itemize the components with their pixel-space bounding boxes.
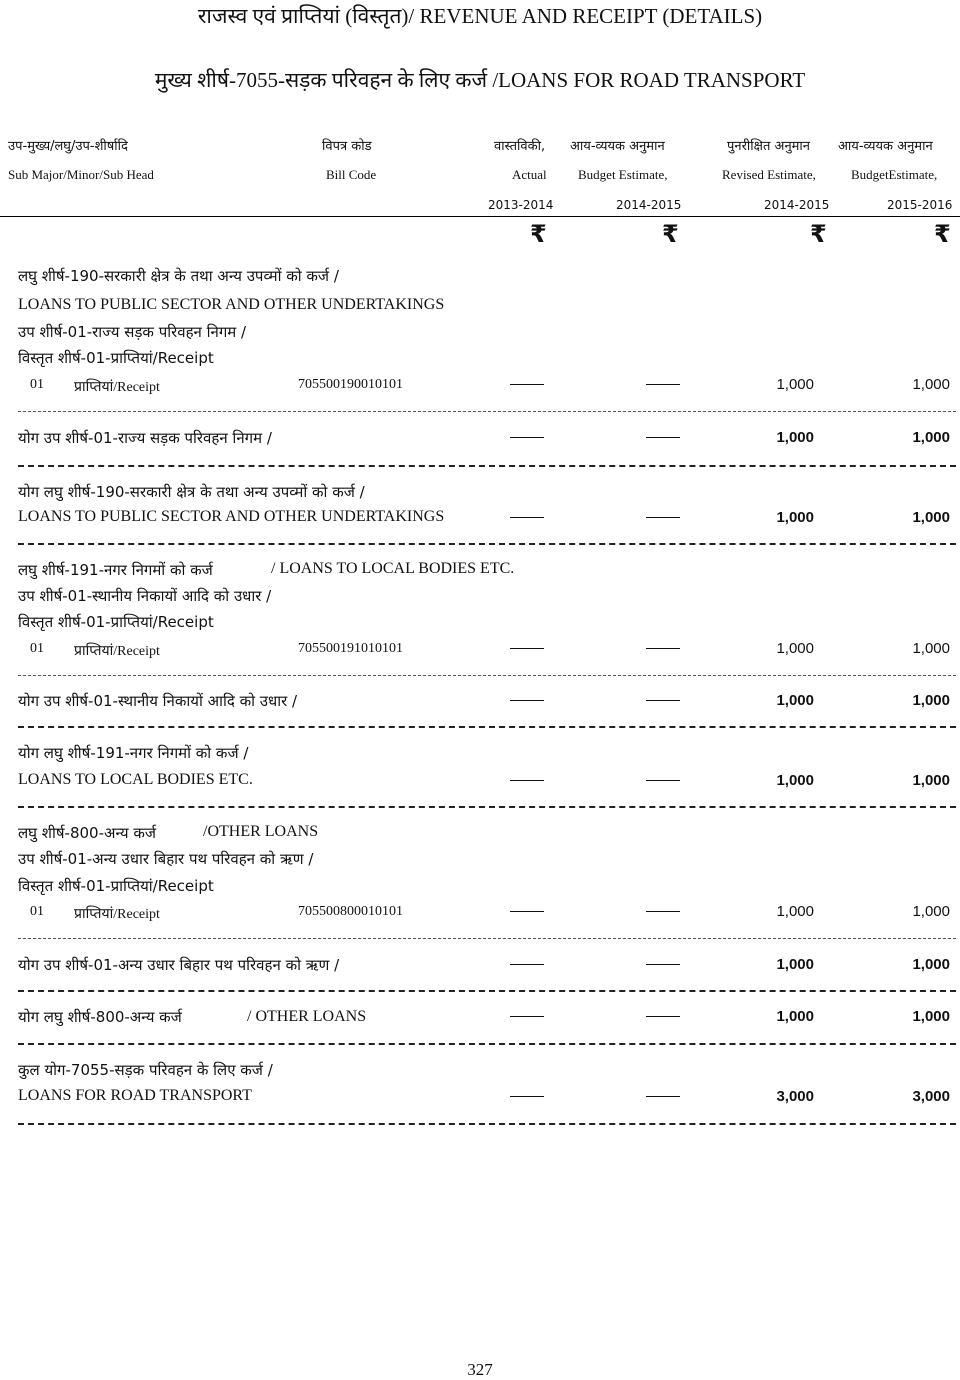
col-revised-year: 2014-2015: [764, 198, 830, 212]
actual-nil-dash: [510, 700, 544, 701]
major-head-title: मुख्य शीर्ष-7055-सड़क परिवहन के लिए कर्ज /LOANS FOR ROAD TRANSPORT: [154, 68, 806, 92]
minor-total-800-hi: योग लघु शीर्ष-800-अन्य कर्ज: [18, 1008, 182, 1026]
col-billcode-hi: विपत्र कोड: [322, 139, 372, 154]
sub-total-191-revised: 1,000: [776, 692, 814, 709]
minor-total-191-en: LOANS TO LOCAL BODIES ETC.: [18, 771, 253, 788]
col-subhead-en: Sub Major/Minor/Sub Head: [8, 167, 154, 182]
actual-nil-dash: [510, 517, 544, 518]
revised-value: 1,000: [776, 640, 814, 657]
actual-nil-dash: [510, 437, 544, 438]
sub-total-800-be: 1,000: [912, 956, 950, 973]
minor-total-190-be: 1,000: [912, 509, 950, 526]
sub-head-190: उप शीर्ष-01-राज्य सड़क परिवहन निगम /: [18, 323, 247, 341]
bill-code: 705500800010101: [298, 904, 403, 919]
sub-total-190-label: योग उप शीर्ष-01-राज्य सड़क परिवहन निगम /: [18, 429, 272, 447]
detail-head-190: विस्तृत शीर्ष-01-प्राप्तियां/Receipt: [18, 349, 214, 367]
dashed-divider: [18, 543, 956, 545]
dashed-divider: [18, 726, 956, 728]
minor-total-800-revised: 1,000: [776, 1008, 814, 1025]
page-number: 327: [467, 1360, 493, 1379]
be-next-value: 1,000: [912, 376, 950, 393]
sub-total-190-revised: 1,000: [776, 429, 814, 446]
dashed-divider: [18, 990, 956, 992]
minor-total-190-en: LOANS TO PUBLIC SECTOR AND OTHER UNDERTAKINGS: [18, 508, 445, 525]
actual-nil-dash: [510, 648, 544, 649]
grand-total-hi: कुल योग-7055-सड़क परिवहन के लिए कर्ज /: [18, 1061, 273, 1079]
minor-head-191-hi: लघु शीर्ष-191-नगर निगमों को कर्ज: [18, 561, 213, 579]
sub-total-190-be: 1,000: [912, 429, 950, 446]
actual-nil-dash: [510, 1096, 544, 1097]
minor-total-191-hi: योग लघु शीर्ष-191-नगर निगमों को कर्ज /: [18, 744, 249, 762]
col-billcode-en: Bill Code: [326, 167, 377, 182]
col-budget-en: Budget Estimate,: [578, 167, 668, 182]
dashed-divider: [18, 675, 956, 676]
col-be-next-en: BudgetEstimate,: [851, 167, 938, 182]
detail-head-191: विस्तृत शीर्ष-01-प्राप्तियां/Receipt: [18, 613, 214, 631]
sub-total-800-revised: 1,000: [776, 956, 814, 973]
col-be-next-hi: आय-व्ययक अनुमान: [838, 139, 933, 154]
sub-total-191-be: 1,000: [912, 692, 950, 709]
dashed-divider: [18, 411, 956, 412]
rupee-icon: ₹: [662, 220, 679, 248]
be-next-value: 1,000: [912, 903, 950, 920]
minor-total-190-hi: योग लघु शीर्ष-190-सरकारी क्षेत्र के तथा अन्य उपव्मों को कर्ज /: [18, 483, 365, 501]
sub-total-800-label: योग उप शीर्ष-01-अन्य उधार बिहार पथ परिवहन को ऋण /: [18, 956, 340, 974]
actual-nil-dash: [510, 384, 544, 385]
be-next-value: 1,000: [912, 640, 950, 657]
actual-nil-dash: [510, 780, 544, 781]
sub-head-800: उप शीर्ष-01-अन्य उधार बिहार पथ परिवहन को ऋण /: [18, 850, 314, 868]
dashed-divider: [18, 1123, 956, 1125]
minor-head-800-hi: लघु शीर्ष-800-अन्य कर्ज: [18, 824, 157, 842]
grand-total-en: LOANS FOR ROAD TRANSPORT: [18, 1087, 252, 1104]
dashed-divider: [18, 806, 956, 808]
actual-nil-dash: [510, 964, 544, 965]
grand-total-be: 3,000: [912, 1088, 950, 1105]
dashed-divider: [18, 938, 956, 939]
sub-head-191: उप शीर्ष-01-स्थानीय निकायों आदि को उधार /: [18, 587, 272, 605]
col-revised-hi: पुनरीक्षित अनुमान: [727, 139, 811, 154]
budget-nil-dash: [646, 517, 680, 518]
row-label: प्राप्तियां/Receipt: [74, 380, 160, 395]
bill-code: 705500190010101: [298, 377, 403, 392]
row-label: प्राप्तियां/Receipt: [74, 644, 160, 659]
minor-head-190-hi: लघु शीर्ष-190-सरकारी क्षेत्र के तथा अन्य उपव्मों को कर्ज /: [18, 267, 339, 285]
dashed-divider: [18, 465, 956, 467]
budget-nil-dash: [646, 1096, 680, 1097]
col-be-next-year: 2015-2016: [887, 198, 953, 212]
row-number: 01: [30, 641, 44, 656]
col-actual-year: 2013-2014: [488, 198, 554, 212]
rupee-icon: ₹: [810, 220, 827, 248]
budget-nil-dash: [646, 648, 680, 649]
col-actual-en: Actual: [512, 167, 547, 182]
minor-total-191-be: 1,000: [912, 772, 950, 789]
minor-head-191-en: / LOANS TO LOCAL BODIES ETC.: [271, 560, 515, 577]
rupee-icon: ₹: [530, 220, 547, 248]
dashed-divider: [18, 1043, 956, 1045]
row-label: प्राप्तियां/Receipt: [74, 907, 160, 922]
col-actual-hi: वास्तविकी,: [494, 139, 546, 154]
grand-total-revised: 3,000: [776, 1088, 814, 1105]
col-budget-hi: आय-व्ययक अनुमान: [570, 139, 665, 154]
budget-nil-dash: [646, 1016, 680, 1017]
actual-nil-dash: [510, 911, 544, 912]
header-rule: [0, 216, 960, 217]
col-revised-en: Revised Estimate,: [722, 167, 816, 182]
minor-total-191-revised: 1,000: [776, 772, 814, 789]
bill-code: 705500191010101: [298, 641, 403, 656]
budget-nil-dash: [646, 384, 680, 385]
minor-total-800-be: 1,000: [912, 1008, 950, 1025]
col-budget-year: 2014-2015: [616, 198, 682, 212]
minor-total-800-en: / OTHER LOANS: [247, 1008, 367, 1025]
budget-nil-dash: [646, 964, 680, 965]
row-number: 01: [30, 377, 44, 392]
row-number: 01: [30, 904, 44, 919]
sub-total-191-label: योग उप शीर्ष-01-स्थानीय निकायों आदि को उधार /: [18, 692, 298, 710]
col-subhead-hi: उप-मुख्य/लघु/उप-शीर्षादि: [8, 139, 128, 154]
budget-nil-dash: [646, 911, 680, 912]
rupee-icon: ₹: [934, 220, 951, 248]
revised-value: 1,000: [776, 376, 814, 393]
budget-nil-dash: [646, 437, 680, 438]
page-title: राजस्व एवं प्राप्तियां (विस्तृत)/ REVENUE AND RECEIPT (DETAILS): [197, 4, 763, 28]
minor-head-800-en: /OTHER LOANS: [203, 823, 319, 840]
minor-head-190-en: LOANS TO PUBLIC SECTOR AND OTHER UNDERTAKINGS: [18, 296, 445, 313]
budget-nil-dash: [646, 780, 680, 781]
actual-nil-dash: [510, 1016, 544, 1017]
revised-value: 1,000: [776, 903, 814, 920]
minor-total-190-revised: 1,000: [776, 509, 814, 526]
detail-head-800: विस्तृत शीर्ष-01-प्राप्तियां/Receipt: [18, 877, 214, 895]
budget-nil-dash: [646, 700, 680, 701]
